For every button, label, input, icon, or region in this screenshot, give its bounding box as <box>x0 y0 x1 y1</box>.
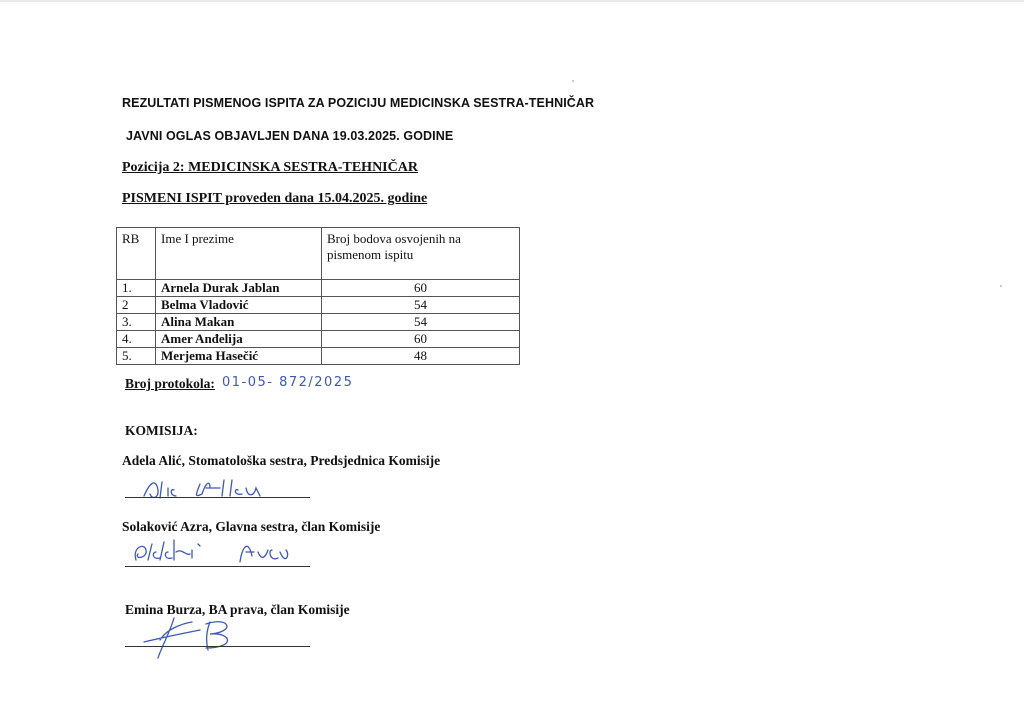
row-name: Arnela Durak Jablan <box>156 280 322 297</box>
commission-heading: KOMISIJA: <box>125 423 198 438</box>
header-points: Broj bodova osvojenih na pismenom ispitu <box>322 228 520 280</box>
exam-date-line: PISMENI ISPIT proveden dana 15.04.2025. godine <box>122 191 428 206</box>
commission-member-3: Emina Burza, BA prava, član Komisije <box>125 602 350 617</box>
signature-adela-alic <box>140 474 280 504</box>
signature-azra-solakovic <box>130 532 310 568</box>
scan-edge <box>0 0 1024 2</box>
scan-speck <box>1000 285 1002 287</box>
row-name: Belma Vladović <box>156 297 322 314</box>
protocol-number: 01-05- 872/2025 <box>222 375 354 390</box>
row-name: Merjema Hasečić <box>156 348 322 365</box>
table-row <box>117 297 520 314</box>
signature-line <box>125 646 310 647</box>
signature-line <box>125 497 310 498</box>
row-points: 48 <box>322 348 520 365</box>
row-name: Alina Makan <box>156 314 322 331</box>
row-points: 54 <box>322 297 520 314</box>
table-header-row <box>117 228 520 280</box>
table-row <box>117 280 520 297</box>
row-rb: 3. <box>117 314 156 331</box>
signature-line <box>125 566 310 567</box>
header-rb: RB <box>117 228 156 280</box>
scan-speck <box>572 80 574 82</box>
table-row <box>117 348 520 365</box>
row-points: 60 <box>322 331 520 348</box>
protocol-label: Broj protokola: <box>125 376 215 391</box>
document-subtitle: JAVNI OGLAS OBJAVLJEN DANA 19.03.2025. GODINE <box>126 129 454 143</box>
commission-member-1: Adela Alić, Stomatološka sestra, Predsjednica Komisije <box>122 453 441 468</box>
signature-emina-burza <box>140 612 250 662</box>
row-points: 60 <box>322 280 520 297</box>
row-name: Amer Anđelija <box>156 331 322 348</box>
row-points: 54 <box>322 314 520 331</box>
header-name: Ime I prezime <box>156 228 322 280</box>
row-rb: 2 <box>117 297 156 314</box>
document-title: REZULTATI PISMENOG ISPITA ZA POZICIJU MEDICINSKA SESTRA-TEHNIČAR <box>122 96 595 110</box>
position-line: Pozicija 2: MEDICINSKA SESTRA-TEHNIČAR <box>122 160 418 175</box>
row-rb: 1. <box>117 280 156 297</box>
commission-member-2: Solaković Azra, Glavna sestra, član Komisije <box>122 519 381 534</box>
table-row <box>117 331 520 348</box>
results-table <box>116 227 520 365</box>
row-rb: 4. <box>117 331 156 348</box>
row-rb: 5. <box>117 348 156 365</box>
table-row <box>117 314 520 331</box>
